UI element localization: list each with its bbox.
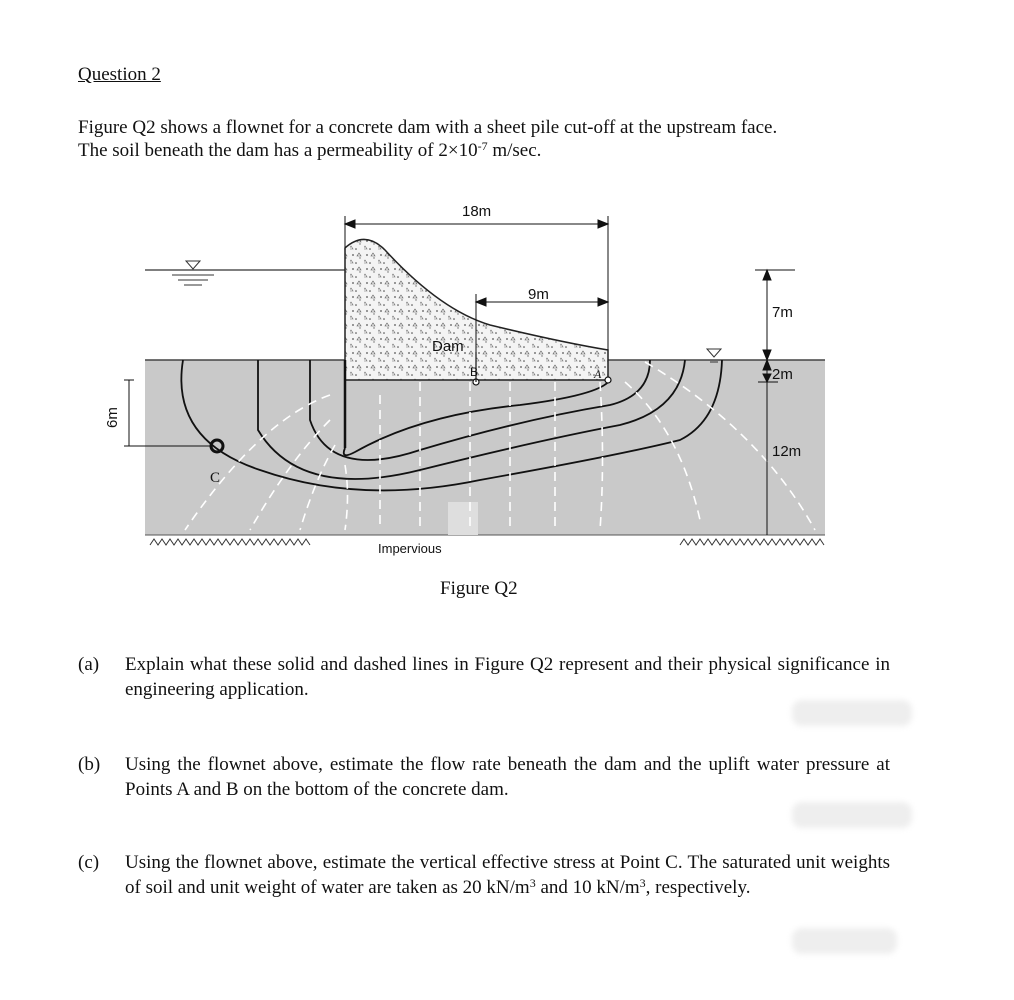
- intro-line-1: Figure Q2 shows a flownet for a concrete dam with a sheet pile cut-off at the upstream face.: [78, 117, 778, 138]
- grey-square-marker: [448, 502, 478, 535]
- point-a-marker: [605, 377, 611, 383]
- label-9m: 9m: [528, 286, 549, 303]
- intro-line-2-unit: m/sec.: [487, 140, 542, 161]
- intro-exponent: -7: [477, 139, 488, 153]
- superscript: 3: [529, 876, 536, 890]
- question-b: [78, 752, 890, 802]
- question-a-text: Explain what these solid and dashed lines in Figure Q2 represent and their physical significance in engineering application.: [125, 654, 890, 700]
- soil-layer: [145, 360, 825, 535]
- label-2m: 2m: [772, 366, 793, 383]
- label-b: B: [470, 365, 479, 379]
- label-a: A: [594, 367, 602, 381]
- figure-caption: Figure Q2: [440, 578, 518, 599]
- question-c: [78, 850, 890, 900]
- question-a-label: (a): [78, 654, 100, 675]
- impervious-hatch: [150, 539, 824, 545]
- label-impervious: Impervious: [378, 541, 442, 556]
- intro-line-2-text: The soil beneath the dam has a permeability of 2×10: [78, 140, 478, 161]
- question-c-text: [125, 850, 890, 900]
- blurred-mark: [792, 802, 912, 828]
- question-c-text-part3: , respectively.: [645, 877, 751, 898]
- question-c-text-part2: and 10 kN/m: [535, 877, 640, 898]
- label-dam: Dam: [432, 338, 464, 355]
- blurred-mark: [792, 928, 897, 954]
- question-c-label: (c): [78, 852, 100, 873]
- superscript: 3: [639, 876, 646, 890]
- question-b-label: (b): [78, 754, 101, 775]
- label-18m: 18m: [462, 203, 492, 220]
- question-a: [78, 652, 890, 702]
- label-7m: 7m: [772, 304, 793, 321]
- label-6m: 6m: [104, 407, 121, 428]
- question-b-text: Using the flownet above, estimate the flow rate beneath the dam and the uplift water pressure at Points A and B on the bottom of the concrete dam.: [125, 754, 890, 800]
- blurred-mark: [792, 700, 912, 726]
- question-heading: Question 2: [78, 64, 161, 85]
- label-12m: 12m: [772, 443, 802, 460]
- upstream-water-symbol: [172, 261, 214, 285]
- label-c: C: [210, 470, 221, 486]
- question-c-text-part1: Using the flownet above, estimate the vertical effective stress at Point C. The saturated unit weights of soil and unit weight of water are taken as 20 kN/m: [125, 852, 890, 898]
